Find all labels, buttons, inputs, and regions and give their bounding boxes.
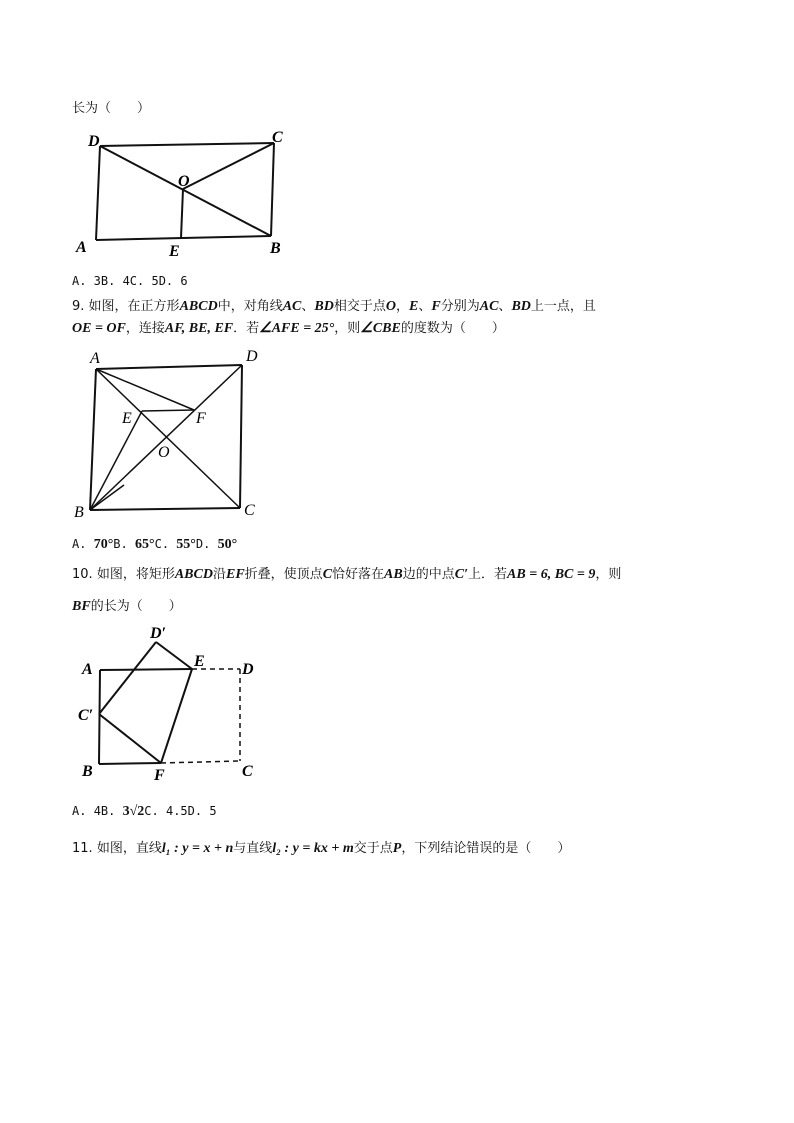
- q8-side-ab: [96, 236, 271, 240]
- q10-option-b-letter: B.: [100, 804, 123, 818]
- q10-label-d: D: [242, 661, 254, 678]
- q11-question: [72, 840, 570, 858]
- q8-side-dc: [100, 143, 274, 146]
- q10-dashed-fc: [161, 761, 240, 763]
- q10-label-b: B: [82, 763, 93, 780]
- q9-option-a-value: 70°: [93, 537, 114, 552]
- q9-math: O: [385, 299, 396, 314]
- q10-side-ae: [100, 669, 192, 670]
- q10-option-a-value: 4: [93, 804, 101, 818]
- q9-math: AC: [479, 299, 499, 314]
- q10-text: ，则: [595, 567, 622, 582]
- q10-segment-cd: [99, 642, 156, 714]
- q8-question-tail: 长为（ ）: [72, 101, 151, 116]
- q10-text: 恰好落在: [332, 567, 385, 582]
- q10-options: [72, 802, 217, 821]
- q10-text: 沿: [212, 567, 226, 582]
- q9-options: [72, 535, 237, 554]
- q10-text: 边的中点: [402, 567, 455, 582]
- q10-figure: [72, 620, 272, 785]
- q9-side-ad: [96, 365, 242, 369]
- q11-number: 11.: [72, 841, 93, 856]
- q9-side-bc: [90, 508, 240, 510]
- q10-option-b-value: 3√2: [122, 804, 145, 819]
- q9-text: 上一点，且: [530, 299, 596, 314]
- q10-side-ab: [99, 670, 100, 764]
- q8-label-o: O: [178, 173, 190, 190]
- q9-side-ab: [90, 369, 96, 510]
- q10-label-e: E: [194, 653, 205, 670]
- q9-option-c-value: 55°: [176, 537, 196, 552]
- q9-label-e: E: [122, 410, 132, 427]
- q9-math: BD: [314, 299, 334, 314]
- q10-option-a-letter: A.: [72, 804, 94, 818]
- q11-math: l₂ : y = kx + m: [272, 841, 354, 856]
- q8-label-d: D: [88, 133, 100, 150]
- q9-math: ∠CBE: [360, 321, 401, 336]
- q8-label-c: C: [272, 129, 283, 146]
- q9-text: 中，对角线: [217, 299, 283, 314]
- q11-text: 交于点: [353, 841, 393, 856]
- q8-label-e: E: [169, 243, 180, 260]
- q8-options: A. 3B. 4C. 5D. 6: [72, 274, 188, 288]
- q9-math: ABCD: [179, 299, 218, 314]
- q9-question-line1: [72, 298, 596, 316]
- q9-segment-af: [96, 369, 194, 410]
- q9-option-d-letter: D.: [195, 537, 218, 551]
- q9-question-line2: [72, 320, 505, 338]
- q11-math: P: [392, 841, 402, 856]
- q10-text: 上．若: [468, 567, 508, 582]
- q10-side-bf: [99, 763, 161, 764]
- q10-text: 如图，将矩形: [96, 567, 175, 582]
- q10-label-d-prime: D′: [150, 625, 167, 642]
- q10-number: 10.: [72, 567, 93, 582]
- q9-text: 、: [498, 299, 512, 314]
- q10-math: AB = 6, BC = 9: [507, 567, 596, 582]
- q11-text: 如图，直线: [96, 841, 162, 856]
- q9-text: ，连接: [125, 321, 165, 336]
- q10-text: 折叠，使顶点: [244, 567, 323, 582]
- q9-text: 、: [301, 299, 315, 314]
- q9-number: 9.: [72, 299, 85, 314]
- q9-segment-be: [90, 411, 142, 510]
- q9-segment-ef: [142, 410, 194, 411]
- q10-label-c: C: [242, 763, 253, 780]
- q10-math: BF: [72, 599, 91, 614]
- q9-text: ，则: [334, 321, 361, 336]
- q10-segment-cf: [99, 714, 161, 763]
- q10-math: EF: [225, 567, 245, 582]
- q9-math: AF, BE, EF: [164, 321, 234, 336]
- q10-math: ABCD: [174, 567, 213, 582]
- q9-label-c: C: [244, 502, 255, 519]
- q10-text: 的长为（ ）: [90, 599, 182, 614]
- q9-label-f: F: [196, 410, 206, 427]
- q8-side-da: [96, 146, 100, 240]
- q8-label-b: B: [270, 240, 281, 257]
- q8-figure: [72, 128, 302, 263]
- q11-text: ，下列结论错误的是（ ）: [401, 841, 571, 856]
- q9-label-o: O: [158, 444, 170, 461]
- q9-math: BD: [511, 299, 531, 314]
- q9-label-b: B: [74, 504, 84, 521]
- q8-side-cb: [271, 143, 274, 236]
- q11-text: 与直线: [233, 841, 273, 856]
- q10-math: AB: [384, 567, 403, 582]
- q10-question-line2: [72, 598, 182, 616]
- q9-math: F: [431, 299, 441, 314]
- q10-segment-de: [156, 642, 192, 669]
- q9-math: AC: [282, 299, 302, 314]
- q9-side-dc: [240, 365, 242, 508]
- q10-fold-ef: [161, 669, 192, 763]
- q8-segment-oe: [181, 189, 183, 238]
- q8-label-a: A: [76, 239, 87, 256]
- q10-question-line1: [72, 566, 621, 584]
- q9-text: 、: [418, 299, 432, 314]
- q9-text: 分别为: [440, 299, 480, 314]
- q9-segment-bf: [90, 485, 124, 510]
- q10-option-d-letter: D.: [187, 804, 210, 818]
- q10-option-d-value: 5: [209, 804, 217, 818]
- q8-segment-oc: [183, 143, 274, 189]
- q9-diagonal-ac: [96, 369, 240, 508]
- q9-option-d-value: 50°: [217, 537, 238, 552]
- q9-text: ．若: [233, 321, 260, 336]
- q9-label-a: A: [90, 350, 100, 367]
- q9-option-b-value: 65°: [134, 537, 155, 552]
- q10-math: C′: [454, 567, 469, 582]
- q9-text: ，: [396, 299, 410, 314]
- q10-math: C: [322, 567, 333, 582]
- q10-option-c-letter: C.: [144, 804, 166, 818]
- q9-option-b-letter: B.: [113, 537, 135, 551]
- q11-math: l₁ : y = x + n: [161, 841, 234, 856]
- q10-label-f: F: [154, 767, 165, 784]
- q10-label-a: A: [82, 661, 93, 678]
- q9-option-a-letter: A.: [72, 537, 94, 551]
- q10-label-c-prime: C′: [78, 707, 94, 724]
- q9-math: ∠AFE = 25°: [259, 321, 335, 336]
- q9-text: 相交于点: [333, 299, 386, 314]
- q9-math: OE = OF: [72, 321, 126, 336]
- q10-option-c-value: 4.5: [165, 804, 188, 818]
- q9-figure: [72, 345, 272, 525]
- q8-diagonal-db: [100, 146, 271, 236]
- q9-math: E: [409, 299, 419, 314]
- q9-option-c-letter: C.: [154, 537, 177, 551]
- q9-text: 如图，在正方形: [88, 299, 180, 314]
- q9-text: 的度数为（ ）: [400, 321, 505, 336]
- q9-label-d: D: [246, 348, 258, 365]
